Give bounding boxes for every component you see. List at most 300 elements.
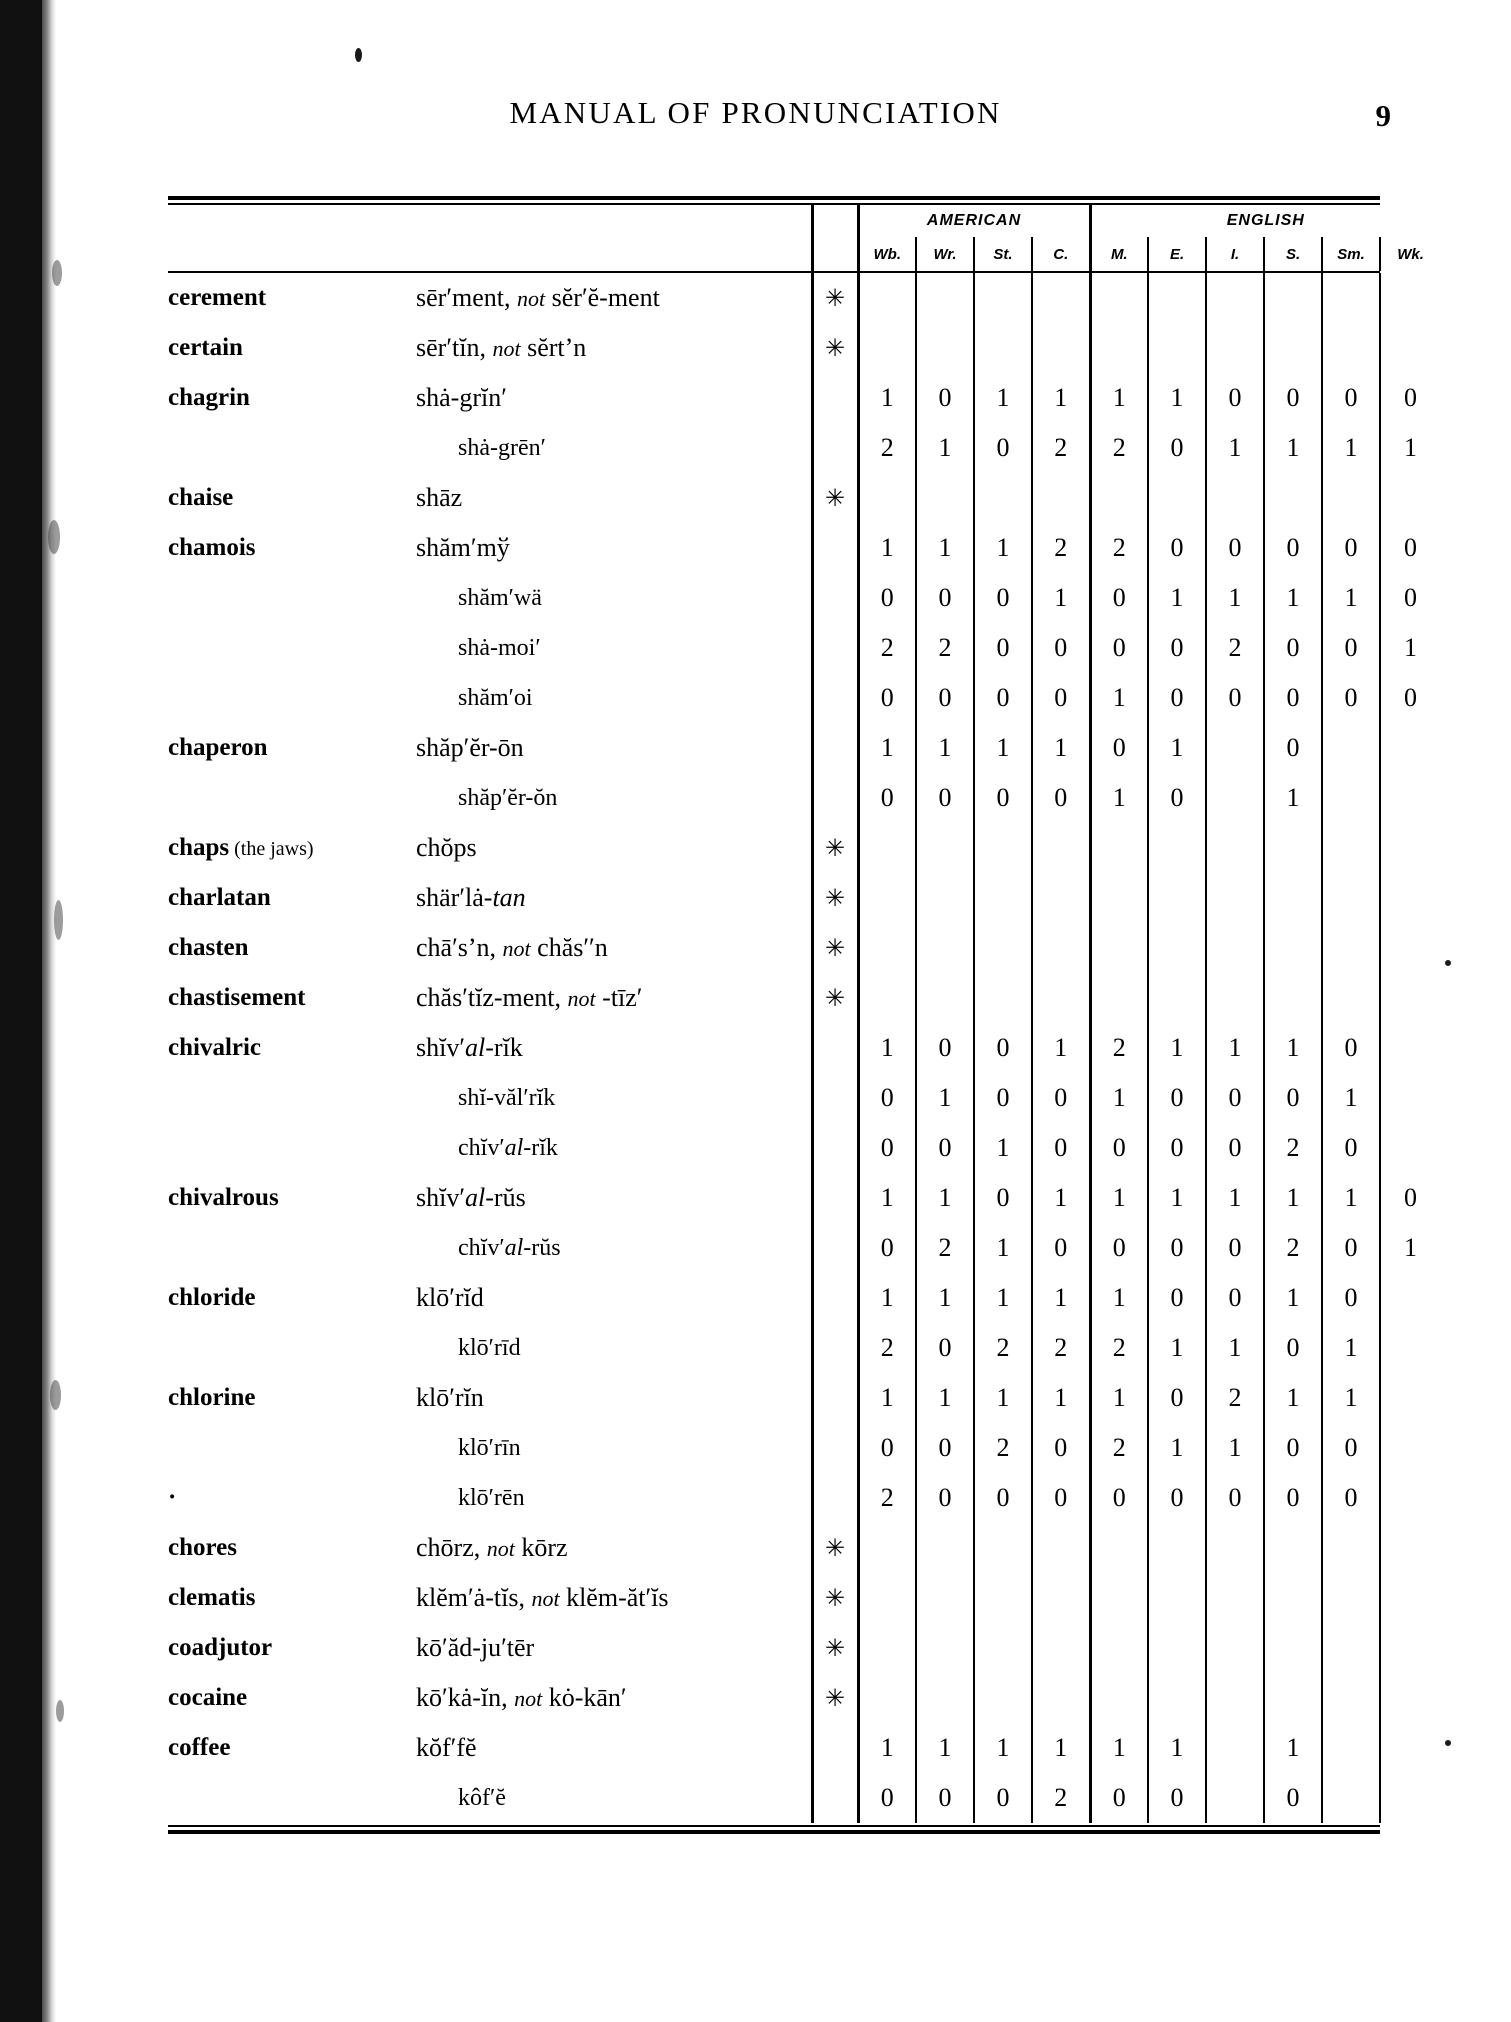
cell-wr: 0 — [916, 1473, 974, 1523]
group-header-english: ENGLISH — [1090, 205, 1440, 237]
cell-wb: 1 — [858, 1173, 916, 1223]
cell-st — [974, 1573, 1032, 1623]
cell-m — [1090, 873, 1148, 923]
col-header-e: E. — [1148, 237, 1206, 271]
cell-s: 0 — [1264, 1323, 1322, 1373]
cell-wb — [858, 1573, 916, 1623]
cell-e — [1148, 873, 1206, 923]
table-row — [168, 1373, 1440, 1423]
cell-wk: 0 — [1380, 573, 1440, 623]
entry-word: cerement — [168, 284, 267, 311]
pronunciation-italic: not — [502, 936, 531, 961]
table-row — [168, 1773, 1440, 1823]
cell-wr — [916, 1673, 974, 1723]
cell-wb: 0 — [858, 1073, 916, 1123]
pronunciation-italic: al — [504, 1234, 524, 1261]
cell-e: 0 — [1148, 673, 1206, 723]
cell-s — [1264, 923, 1322, 973]
pronunciation-table — [168, 196, 1424, 1834]
cell-wk — [1380, 1373, 1440, 1423]
entry-word — [168, 1223, 416, 1273]
cell-s — [1264, 823, 1322, 873]
cell-wk: 1 — [1380, 1223, 1440, 1273]
cell-wr — [916, 473, 974, 523]
cell-c: 0 — [1032, 1123, 1090, 1173]
cell-wr: 0 — [916, 1123, 974, 1173]
col-header-c: C. — [1032, 237, 1090, 271]
asterisk-marker: ✳ — [812, 973, 858, 1023]
cell-wb: 0 — [858, 673, 916, 723]
cell-i — [1206, 973, 1264, 1023]
cell-st — [974, 1623, 1032, 1673]
cell-sm: 0 — [1322, 673, 1380, 723]
cell-sm: 0 — [1322, 1123, 1380, 1173]
entry-pronunciation: klō′rīd — [458, 1334, 521, 1361]
cell-e: 0 — [1148, 1773, 1206, 1823]
cell-i — [1206, 873, 1264, 923]
cell-wk — [1380, 1273, 1440, 1323]
entry-word: coadjutor — [168, 1634, 273, 1661]
entry-pronunciation: klĕm′ȧ-tĭs, not klĕm-ăt′ĭs — [416, 1583, 669, 1612]
table-row — [168, 923, 1440, 973]
cell-wk — [1380, 773, 1440, 823]
cell-wk — [1380, 1323, 1440, 1373]
entry-word — [168, 623, 416, 673]
entry-pronunciation: chā′s’n, not chăs′′n — [416, 933, 608, 962]
cell-wk — [1380, 1723, 1440, 1773]
cell-m: 1 — [1090, 373, 1148, 423]
cell-c: 2 — [1032, 1323, 1090, 1373]
cell-sm: 1 — [1322, 1323, 1380, 1373]
cell-wr: 1 — [916, 1173, 974, 1223]
cell-m — [1090, 323, 1148, 373]
cell-s: 1 — [1264, 1273, 1322, 1323]
entry-pronunciation: kŏf′fĕ — [416, 1733, 477, 1762]
cell-sm — [1322, 323, 1380, 373]
entry-word: chamois — [168, 534, 256, 561]
table-row — [168, 1423, 1440, 1473]
cell-st: 1 — [974, 723, 1032, 773]
cell-wr: 1 — [916, 1273, 974, 1323]
table-row — [168, 773, 1440, 823]
cell-e: 0 — [1148, 523, 1206, 573]
cell-wk — [1380, 873, 1440, 923]
entry-pronunciation: klō′rĭd — [416, 1283, 484, 1312]
cell-e: 0 — [1148, 1223, 1206, 1273]
entry-word: · — [168, 1484, 177, 1511]
asterisk-marker: ✳ — [812, 873, 858, 923]
cell-m: 0 — [1090, 723, 1148, 773]
cell-i — [1206, 923, 1264, 973]
cell-wr: 1 — [916, 1723, 974, 1773]
cell-wb — [858, 1523, 916, 1573]
cell-m: 0 — [1090, 1473, 1148, 1523]
cell-e: 0 — [1148, 423, 1206, 473]
pronunciation-italic: not — [567, 986, 596, 1011]
cell-c — [1032, 273, 1090, 323]
cell-m — [1090, 923, 1148, 973]
cell-wk: 1 — [1380, 623, 1440, 673]
col-header-s: S. — [1264, 237, 1322, 271]
cell-e — [1148, 923, 1206, 973]
cell-m: 2 — [1090, 523, 1148, 573]
cell-i: 2 — [1206, 623, 1264, 673]
cell-st — [974, 923, 1032, 973]
table-row — [168, 1173, 1440, 1223]
asterisk-marker — [812, 773, 858, 823]
cell-sm — [1322, 1773, 1380, 1823]
cell-st: 1 — [974, 1123, 1032, 1173]
cell-sm — [1322, 1523, 1380, 1573]
table-row — [168, 1023, 1440, 1073]
asterisk-marker — [812, 373, 858, 423]
cell-e: 1 — [1148, 373, 1206, 423]
cell-c: 0 — [1032, 1223, 1090, 1273]
cell-e: 1 — [1148, 1423, 1206, 1473]
asterisk-marker — [812, 1323, 858, 1373]
pronunciation-italic: not — [486, 1536, 515, 1561]
cell-st: 1 — [974, 1723, 1032, 1773]
entry-word: chaise — [168, 484, 234, 511]
scan-artifact — [355, 48, 362, 62]
asterisk-marker — [812, 1173, 858, 1223]
cell-i — [1206, 473, 1264, 523]
cell-m: 0 — [1090, 1123, 1148, 1173]
cell-wk — [1380, 473, 1440, 523]
scan-artifact — [56, 1700, 64, 1722]
cell-wr: 1 — [916, 723, 974, 773]
entry-word — [168, 1323, 416, 1373]
cell-st — [974, 323, 1032, 373]
cell-wk — [1380, 1673, 1440, 1723]
table-row — [168, 1623, 1440, 1673]
cell-s — [1264, 973, 1322, 1023]
table-body — [168, 273, 1440, 1823]
asterisk-marker: ✳ — [812, 1673, 858, 1723]
cell-st — [974, 823, 1032, 873]
table-row — [168, 323, 1440, 373]
cell-st: 0 — [974, 673, 1032, 723]
col-header-wk: Wk. — [1380, 237, 1440, 271]
cell-m: 1 — [1090, 1273, 1148, 1323]
entry-word: chasten — [168, 934, 249, 961]
cell-st: 0 — [974, 1073, 1032, 1123]
entry-word: chaperon — [168, 734, 268, 761]
cell-wb: 0 — [858, 1123, 916, 1173]
asterisk-marker — [812, 1423, 858, 1473]
scan-artifact — [50, 1380, 61, 1410]
cell-st: 1 — [974, 1223, 1032, 1273]
cell-sm: 0 — [1322, 1273, 1380, 1323]
asterisk-marker — [812, 573, 858, 623]
cell-s: 0 — [1264, 1073, 1322, 1123]
scan-edge-gradient — [42, 0, 56, 2022]
cell-m: 1 — [1090, 1373, 1148, 1423]
cell-m — [1090, 473, 1148, 523]
cell-s: 1 — [1264, 423, 1322, 473]
cell-wk — [1380, 1773, 1440, 1823]
cell-wr — [916, 973, 974, 1023]
cell-wb: 1 — [858, 723, 916, 773]
cell-c: 0 — [1032, 673, 1090, 723]
cell-s: 0 — [1264, 723, 1322, 773]
cell-c: 1 — [1032, 373, 1090, 423]
table-bottom-rule-2 — [168, 1830, 1380, 1834]
cell-e: 1 — [1148, 1173, 1206, 1223]
cell-sm — [1322, 1723, 1380, 1773]
cell-i — [1206, 1673, 1264, 1723]
scan-artifact — [1445, 960, 1451, 966]
entry-word: certain — [168, 334, 243, 361]
entry-word: chores — [168, 1534, 237, 1561]
cell-i: 1 — [1206, 1423, 1264, 1473]
cell-wb: 2 — [858, 623, 916, 673]
page-title: MANUAL OF PRONUNCIATION — [509, 95, 1002, 130]
cell-c: 1 — [1032, 573, 1090, 623]
cell-wk: 0 — [1380, 523, 1440, 573]
cell-e: 0 — [1148, 1123, 1206, 1173]
cell-wk — [1380, 1573, 1440, 1623]
cell-s: 1 — [1264, 1173, 1322, 1223]
cell-sm — [1322, 1623, 1380, 1673]
cell-m: 2 — [1090, 1323, 1148, 1373]
cell-wb — [858, 823, 916, 873]
cell-e — [1148, 1673, 1206, 1723]
cell-m: 2 — [1090, 1423, 1148, 1473]
group-header-row — [168, 205, 1440, 237]
cell-wb: 0 — [858, 773, 916, 823]
cell-s: 2 — [1264, 1123, 1322, 1173]
asterisk-marker — [812, 1023, 858, 1073]
cell-sm — [1322, 1573, 1380, 1623]
cell-wk: 0 — [1380, 1173, 1440, 1223]
asterisk-marker — [812, 1223, 858, 1273]
cell-sm: 1 — [1322, 423, 1380, 473]
cell-s: 1 — [1264, 773, 1322, 823]
cell-e: 1 — [1148, 1023, 1206, 1073]
cell-c — [1032, 1623, 1090, 1673]
cell-c — [1032, 1673, 1090, 1723]
table-row — [168, 573, 1440, 623]
cell-m: 1 — [1090, 1723, 1148, 1773]
cell-c: 1 — [1032, 1023, 1090, 1073]
cell-wb — [858, 473, 916, 523]
cell-wr — [916, 1573, 974, 1623]
cell-wr — [916, 1523, 974, 1573]
asterisk-marker: ✳ — [812, 1623, 858, 1673]
cell-e: 0 — [1148, 773, 1206, 823]
cell-m: 2 — [1090, 1023, 1148, 1073]
cell-i — [1206, 1573, 1264, 1623]
cell-c — [1032, 823, 1090, 873]
cell-i: 0 — [1206, 373, 1264, 423]
cell-c: 2 — [1032, 423, 1090, 473]
cell-s — [1264, 1623, 1322, 1673]
cell-i — [1206, 723, 1264, 773]
cell-st: 0 — [974, 1023, 1032, 1073]
empty-cell — [416, 237, 812, 271]
cell-wk — [1380, 1023, 1440, 1073]
table-row — [168, 373, 1440, 423]
entry-word — [168, 1073, 416, 1123]
entry-pronunciation: klō′rīn — [458, 1434, 521, 1461]
cell-s: 1 — [1264, 1023, 1322, 1073]
asterisk-marker: ✳ — [812, 923, 858, 973]
cell-wk — [1380, 923, 1440, 973]
cell-sm — [1322, 273, 1380, 323]
cell-wr: 1 — [916, 1073, 974, 1123]
asterisk-marker — [812, 1273, 858, 1323]
cell-s: 0 — [1264, 1773, 1322, 1823]
cell-wb: 0 — [858, 1773, 916, 1823]
cell-e: 0 — [1148, 1073, 1206, 1123]
table-row — [168, 1723, 1440, 1773]
entry-word — [168, 1123, 416, 1173]
asterisk-marker — [812, 523, 858, 573]
cell-sm: 0 — [1322, 1473, 1380, 1523]
entry-pronunciation: kō′ăd-ju′tēr — [416, 1633, 535, 1662]
cell-e — [1148, 973, 1206, 1023]
cell-i — [1206, 773, 1264, 823]
asterisk-marker: ✳ — [812, 823, 858, 873]
entry-pronunciation: shȧ-grĭn′ — [416, 383, 507, 412]
entry-word: clematis — [168, 1584, 256, 1611]
cell-c — [1032, 973, 1090, 1023]
cell-wr: 0 — [916, 673, 974, 723]
cell-wb — [858, 973, 916, 1023]
entry-word: chivalrous — [168, 1184, 279, 1211]
cell-m: 0 — [1090, 1223, 1148, 1273]
entry-word — [168, 1423, 416, 1473]
cell-sm: 1 — [1322, 1073, 1380, 1123]
entry-word — [168, 673, 416, 723]
cell-m: 1 — [1090, 773, 1148, 823]
cell-c — [1032, 873, 1090, 923]
table-row — [168, 1473, 1440, 1523]
cell-s: 0 — [1264, 1423, 1322, 1473]
cell-wr: 0 — [916, 573, 974, 623]
cell-st — [974, 973, 1032, 1023]
cell-wr: 0 — [916, 1023, 974, 1073]
entry-word: cocaine — [168, 1684, 248, 1711]
cell-wk — [1380, 1123, 1440, 1173]
pronunciation-italic: not — [492, 336, 521, 361]
table-row — [168, 623, 1440, 673]
entry-word-qualifier: (the jaws) — [229, 838, 314, 860]
cell-st — [974, 473, 1032, 523]
cell-c: 0 — [1032, 623, 1090, 673]
entry-pronunciation: shȧ-grēn′ — [458, 434, 546, 461]
cell-i: 1 — [1206, 423, 1264, 473]
cell-m — [1090, 273, 1148, 323]
entry-pronunciation: shĭv′al-rŭs — [416, 1183, 526, 1212]
cell-c: 1 — [1032, 1723, 1090, 1773]
col-header-st: St. — [974, 237, 1032, 271]
cell-wr: 2 — [916, 623, 974, 673]
scan-artifact — [1445, 1740, 1451, 1746]
cell-wk: 0 — [1380, 673, 1440, 723]
cell-s — [1264, 273, 1322, 323]
cell-e: 1 — [1148, 723, 1206, 773]
asterisk-marker — [812, 673, 858, 723]
group-header-american: AMERICAN — [858, 205, 1090, 237]
empty-cell — [168, 205, 416, 237]
cell-i: 0 — [1206, 673, 1264, 723]
entry-pronunciation: shȧ-moi′ — [458, 634, 541, 661]
asterisk-marker — [812, 723, 858, 773]
cell-st: 0 — [974, 773, 1032, 823]
cell-m: 0 — [1090, 573, 1148, 623]
cell-c — [1032, 1523, 1090, 1573]
pronunciation-italic: al — [465, 1033, 486, 1062]
cell-sm: 0 — [1322, 1423, 1380, 1473]
cell-wb: 1 — [858, 373, 916, 423]
cell-sm: 0 — [1322, 373, 1380, 423]
cell-wk — [1380, 1623, 1440, 1673]
cell-c: 1 — [1032, 723, 1090, 773]
cell-m: 0 — [1090, 1773, 1148, 1823]
cell-sm: 1 — [1322, 573, 1380, 623]
cell-e: 0 — [1148, 623, 1206, 673]
cell-s — [1264, 323, 1322, 373]
cell-wr: 1 — [916, 423, 974, 473]
cell-i — [1206, 273, 1264, 323]
asterisk-marker — [812, 1723, 858, 1773]
cell-sm: 0 — [1322, 523, 1380, 573]
asterisk-marker — [812, 1123, 858, 1173]
cell-st: 2 — [974, 1323, 1032, 1373]
cell-wb — [858, 873, 916, 923]
cell-c: 1 — [1032, 1173, 1090, 1223]
cell-c: 0 — [1032, 773, 1090, 823]
cell-i: 1 — [1206, 1323, 1264, 1373]
asterisk-marker: ✳ — [812, 323, 858, 373]
asterisk-marker: ✳ — [812, 473, 858, 523]
cell-wk — [1380, 323, 1440, 373]
cell-s: 0 — [1264, 673, 1322, 723]
empty-cell — [812, 205, 858, 237]
cell-wr: 2 — [916, 1223, 974, 1273]
cell-c — [1032, 323, 1090, 373]
entry-pronunciation: shăp′ĕr-ŏn — [458, 784, 558, 811]
cell-m: 0 — [1090, 623, 1148, 673]
entry-word: chlorine — [168, 1384, 256, 1411]
cell-e: 1 — [1148, 1723, 1206, 1773]
cell-wb: 0 — [858, 1223, 916, 1273]
entry-pronunciation: shĭ-văl′rĭk — [458, 1084, 556, 1111]
asterisk-marker — [812, 423, 858, 473]
table-row — [168, 273, 1440, 323]
cell-wb: 1 — [858, 1373, 916, 1423]
col-header-wr: Wr. — [916, 237, 974, 271]
table-row — [168, 1323, 1440, 1373]
cell-e — [1148, 273, 1206, 323]
col-header-i: I. — [1206, 237, 1264, 271]
cell-wb — [858, 1623, 916, 1673]
cell-wr — [916, 823, 974, 873]
table-row — [168, 973, 1440, 1023]
cell-e — [1148, 323, 1206, 373]
cell-sm: 0 — [1322, 1223, 1380, 1273]
table-row — [168, 873, 1440, 923]
cell-i — [1206, 323, 1264, 373]
cell-i — [1206, 823, 1264, 873]
pronunciation-italic: al — [504, 1134, 524, 1161]
entry-word: chaps (the jaws) — [168, 834, 314, 861]
cell-wk — [1380, 1473, 1440, 1523]
entry-pronunciation: shăm′mў — [416, 533, 510, 562]
entry-word — [168, 773, 416, 823]
